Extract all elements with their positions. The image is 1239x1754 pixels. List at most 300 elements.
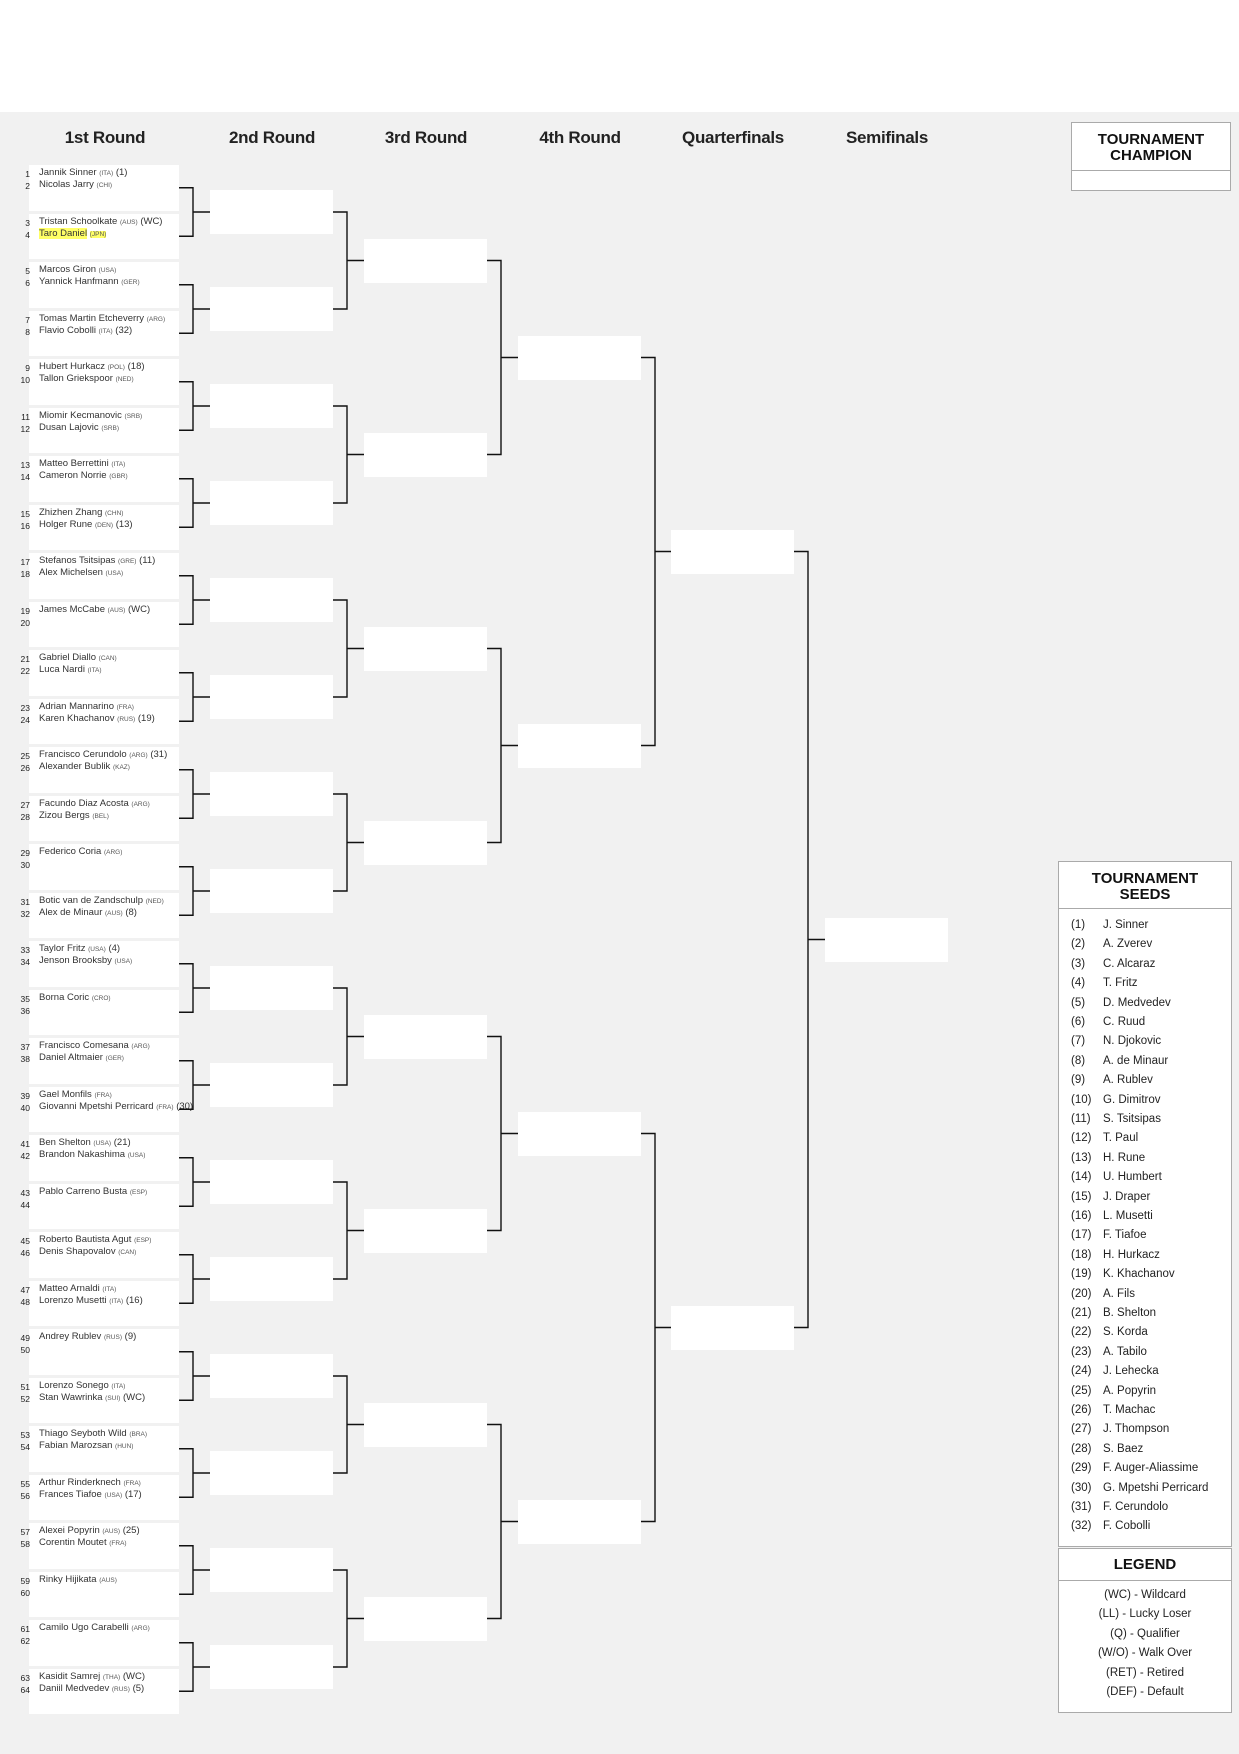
player-country: (CHN) (105, 509, 124, 517)
bracket-connector (179, 479, 210, 528)
player-name: Alexei Popyrin (39, 1525, 100, 1536)
champion-title-line1: TOURNAMENT (1097, 131, 1205, 148)
player-country: (BEL) (92, 812, 109, 820)
draw-position-number: 43 (20, 1187, 30, 1198)
player-name: Holger Rune (39, 518, 93, 530)
bracket-connector (179, 964, 210, 1013)
seed-player: S. Baez (1103, 1442, 1144, 1455)
bracket-connector (487, 261, 518, 455)
player-country: (ESP) (134, 1237, 152, 1244)
draw-position-number: 33 (20, 945, 30, 955)
player-name: Tallon Griekspoor (39, 373, 113, 384)
seed-number: (27) (1071, 1423, 1092, 1436)
seed-number: (22) (1071, 1326, 1092, 1339)
seed-number: (12) (1071, 1132, 1092, 1145)
player-country: (RUS) (111, 1685, 130, 1693)
player-country: (ARG) (103, 849, 123, 856)
seed-player: T. Fritz (1103, 977, 1138, 990)
draw-position-number: 55 (20, 1478, 30, 1489)
player-country: (ITA) (109, 1297, 124, 1305)
player-country: (THA) (102, 1673, 121, 1681)
player-seed-tag: (31) (150, 749, 168, 760)
draw-position-number: 41 (20, 1139, 30, 1149)
player-name: Hubert Hurkacz (39, 361, 105, 372)
seed-number: (13) (1071, 1151, 1092, 1164)
seed-number: (17) (1071, 1229, 1092, 1242)
player-name: Denis Shapovalov (39, 1246, 116, 1257)
player-seed-tag: (WC) (122, 1670, 146, 1682)
player-name: Nicolas Jarry (39, 179, 94, 190)
player-country: (DEN) (94, 521, 114, 529)
seed-row (1071, 1365, 1159, 1377)
player-seed-tag: (32) (115, 324, 133, 336)
seed-row (1071, 1113, 1161, 1125)
player-name: Rinky Hijikata (39, 1573, 97, 1585)
player-country: (ITA) (99, 170, 114, 177)
draw-position-number: 54 (20, 1442, 30, 1452)
seed-number: (20) (1071, 1287, 1092, 1300)
seed-row (1071, 1346, 1147, 1358)
player-name: Francisco Cerundolo (39, 749, 127, 760)
seed-player: C. Ruud (1103, 1016, 1146, 1028)
bracket-connector (179, 673, 210, 722)
player-country: (HUN) (115, 1443, 134, 1450)
player-seed-tag: (WC) (127, 603, 151, 615)
player-country: (SRB) (124, 412, 143, 420)
round-title-sf: Semifinals (845, 128, 929, 147)
player-name: Pablo Carreno Busta (39, 1185, 128, 1197)
draw-position-number: 39 (20, 1090, 30, 1101)
seed-player: H. Rune (1103, 1151, 1146, 1164)
draw-position-number: 20 (20, 617, 30, 628)
seed-number: (11) (1071, 1113, 1091, 1125)
seed-player: K. Khachanov (1103, 1268, 1175, 1281)
seed-player: G. Dimitrov (1103, 1093, 1161, 1106)
draw-position-number: 18 (20, 569, 30, 579)
round-title-qf: Quarterfinals (682, 128, 784, 147)
seed-player: A. de Minaur (1103, 1054, 1169, 1067)
player-country: (ARG) (131, 1043, 150, 1050)
champion-panel (1071, 122, 1231, 191)
seed-number: (26) (1071, 1404, 1092, 1416)
seed-row (1071, 1326, 1148, 1338)
draw-position-number: 6 (25, 278, 30, 288)
draw-position-number: 51 (20, 1381, 30, 1392)
player-seed-tag: (9) (124, 1331, 137, 1342)
player-country: (SRB) (101, 424, 120, 432)
seed-number: (23) (1071, 1345, 1092, 1358)
bracket-connector (333, 1182, 364, 1279)
legend-item: (DEF) - Default (1106, 1686, 1184, 1698)
player-name: Matteo Berrettini (39, 458, 109, 469)
player-country: (JPN) (89, 230, 107, 238)
player-country: (CHI) (96, 182, 113, 189)
draw-position-number: 42 (20, 1151, 30, 1161)
player-name: Cameron Norrie (39, 470, 107, 481)
seed-number: (24) (1071, 1365, 1092, 1378)
draw-position-number: 37 (20, 1042, 30, 1052)
draw-position-number: 35 (20, 993, 30, 1004)
draw-position-number: 59 (20, 1575, 30, 1586)
seeds-panel (1058, 861, 1232, 1547)
draw-position-number: 14 (20, 472, 30, 482)
player-name: James McCabe (39, 603, 105, 615)
player-country: (ARG) (129, 752, 148, 759)
player-name: Luca Nardi (39, 664, 85, 675)
legend-item: (LL) - Lucky Loser (1098, 1608, 1192, 1621)
seed-number: (2) (1071, 938, 1086, 951)
bracket-connector (487, 1037, 518, 1231)
seed-number: (25) (1071, 1384, 1092, 1397)
player-name: Gael Monfils (39, 1088, 92, 1100)
seed-row (1071, 1307, 1156, 1319)
bracket-connector (179, 1061, 210, 1110)
seed-number: (4) (1071, 977, 1086, 990)
draw-position-number: 38 (20, 1054, 30, 1064)
seed-number: (16) (1071, 1210, 1092, 1222)
seed-player: T. Paul (1103, 1132, 1139, 1145)
champion-divider (1072, 170, 1230, 171)
player-country: (AUS) (119, 218, 138, 226)
player-seed-tag: (5) (132, 1682, 145, 1694)
player-country: (ARG) (131, 1625, 150, 1632)
bracket-connector (487, 649, 518, 843)
seed-row (1071, 1520, 1150, 1532)
draw-position-number: 26 (20, 763, 30, 773)
player-name: Ben Shelton (39, 1137, 91, 1148)
seed-player: G. Mpetshi Perricard (1103, 1481, 1209, 1494)
player-name: Zizou Bergs (39, 809, 90, 821)
player-name: Alexander Bublik (39, 761, 111, 772)
player-country: (NED) (115, 376, 134, 383)
player-country: (RUS) (103, 1334, 123, 1341)
bracket-connector (333, 988, 364, 1085)
player-country: (SUI) (105, 1394, 121, 1402)
seed-number: (32) (1071, 1520, 1092, 1533)
bracket-connector (179, 1546, 210, 1595)
legend-item: (W/O) - Walk Over (1097, 1647, 1193, 1660)
seed-row (1071, 1482, 1208, 1494)
player-country: (KAZ) (112, 764, 130, 771)
seed-row (1071, 977, 1138, 989)
bracket-connector (333, 1570, 364, 1667)
seed-number: (21) (1071, 1307, 1092, 1319)
player-name: Borna Coric (39, 991, 90, 1003)
draw-position-number: 9 (25, 363, 30, 373)
bracket-connector (179, 1352, 210, 1401)
player-name: Dusan Lajovic (39, 421, 99, 433)
player-country: (ITA) (98, 327, 113, 335)
player-seed-tag: (16) (125, 1294, 143, 1306)
bracket-connector (179, 1158, 210, 1207)
seed-player: N. Djokovic (1103, 1035, 1162, 1048)
draw-position-number: 21 (20, 654, 30, 664)
round-title-1: 1st Round (64, 128, 146, 147)
seed-number: (1) (1071, 919, 1086, 931)
draw-position-number: 17 (20, 557, 30, 567)
player-country: (FRA) (156, 1103, 174, 1111)
draw-position-number: 36 (20, 1005, 30, 1016)
seed-number: (8) (1071, 1054, 1086, 1067)
draw-position-number: 16 (20, 520, 30, 531)
bracket-connector (179, 188, 210, 237)
draw-position-number: 15 (20, 508, 30, 519)
seed-player: J. Draper (1103, 1190, 1151, 1203)
seed-row (1071, 938, 1152, 950)
seed-player: B. Shelton (1103, 1307, 1157, 1319)
player-country: (CAN) (118, 1249, 137, 1256)
round-title-2: 2nd Round (228, 128, 316, 147)
player-country: (ARG) (146, 315, 166, 323)
draw-position-number: 53 (20, 1430, 30, 1440)
player-country: (AUS) (105, 909, 123, 917)
player-country: (ARG) (131, 800, 150, 808)
seed-player: C. Alcaraz (1103, 957, 1156, 970)
seed-number: (5) (1071, 996, 1086, 1009)
seed-row (1071, 1404, 1155, 1416)
draw-position-number: 22 (20, 666, 30, 676)
seed-row (1071, 919, 1148, 931)
legend-title: LEGEND (1113, 1556, 1177, 1573)
player-seed-tag: (19) (137, 712, 155, 724)
player-country: (ITA) (102, 1285, 117, 1293)
seed-player: F. Cerundolo (1103, 1501, 1169, 1513)
player-country: (ESP) (129, 1188, 148, 1196)
draw-position-number: 34 (20, 957, 30, 967)
draw-position-number: 24 (20, 714, 30, 725)
seed-player: A. Fils (1103, 1287, 1135, 1300)
draw-position-number: 11 (21, 411, 30, 422)
seeds-title-line1: TOURNAMENT (1091, 870, 1199, 887)
legend-divider (1059, 1580, 1231, 1581)
player-name: Daniel Altmaier (39, 1052, 103, 1063)
draw-position-number: 4 (25, 229, 30, 240)
draw-position-number: 2 (25, 181, 30, 191)
player-country: (GER) (105, 1055, 124, 1062)
player-seed-tag: (30) (176, 1100, 194, 1112)
seed-row (1071, 1268, 1175, 1280)
seeds-title-line2: SEEDS (1119, 886, 1171, 903)
draw-position-number: 40 (20, 1102, 30, 1113)
bracket-connector (179, 1449, 210, 1498)
seed-number: (10) (1071, 1093, 1092, 1106)
seed-player: F. Tiafoe (1103, 1229, 1147, 1242)
draw-position-number: 47 (20, 1284, 30, 1295)
player-seed-tag: (WC) (140, 215, 163, 227)
seed-number: (28) (1071, 1442, 1092, 1455)
player-name: Jenson Brooksby (39, 955, 112, 966)
player-name: Francisco Comesana (39, 1040, 129, 1051)
player-name: Alex Michelsen (39, 567, 103, 578)
draw-position-number: 62 (20, 1636, 30, 1646)
draw-position-number: 64 (20, 1684, 30, 1695)
draw-position-number: 23 (20, 702, 30, 713)
seed-row (1071, 1152, 1145, 1164)
player-name: Stan Wawrinka (39, 1391, 103, 1403)
player-seed-tag: (8) (125, 906, 137, 918)
seed-row (1071, 1074, 1153, 1086)
player-name: Botic van de Zandschulp (39, 894, 144, 906)
draw-position-number: 57 (20, 1527, 30, 1537)
seed-row (1071, 1385, 1156, 1397)
seed-player: T. Machac (1103, 1404, 1156, 1416)
draw-position-number: 30 (20, 860, 30, 870)
player-seed-tag: (18) (127, 361, 145, 372)
player-seed-tag: (1) (115, 167, 128, 178)
bracket-connector (333, 212, 364, 309)
seed-player: H. Hurkacz (1103, 1248, 1160, 1261)
player-name: Flavio Cobolli (39, 324, 97, 336)
seed-row (1071, 1462, 1198, 1474)
seed-player: L. Musetti (1103, 1210, 1153, 1222)
draw-position-number: 19 (20, 605, 30, 616)
seed-number: (30) (1071, 1481, 1092, 1494)
player-seed-tag: (21) (113, 1137, 131, 1148)
player-name: Daniil Medvedev (39, 1682, 110, 1694)
bracket-connector (179, 1255, 210, 1304)
draw-position-number: 12 (20, 423, 30, 434)
draw-position-number: 3 (25, 217, 30, 228)
bracket-connector (179, 1643, 210, 1692)
player-name: Yannick Hanfmann (39, 276, 119, 287)
player-country: (ITA) (111, 461, 126, 468)
player-country: (BRA) (129, 1431, 148, 1438)
round-title-4: 4th Round (539, 128, 621, 147)
player-name: Facundo Diaz Acosta (39, 797, 129, 809)
player-name: Kasidit Samrej (39, 1670, 101, 1682)
player-country: (RUS) (117, 715, 136, 723)
seed-row (1071, 1229, 1146, 1241)
legend-panel (1058, 1548, 1232, 1713)
draw-position-number: 48 (20, 1296, 30, 1307)
draw-position-number: 5 (25, 266, 30, 276)
seed-row (1071, 1132, 1138, 1144)
player-country: (CAN) (98, 655, 117, 662)
bracket-connector (794, 552, 825, 1328)
draw-position-number: 10 (20, 375, 30, 385)
draw-position-number: 29 (20, 848, 30, 858)
player-country: (GBR) (109, 473, 128, 480)
player-name: Lorenzo Musetti (39, 1294, 107, 1306)
seed-number: (15) (1071, 1190, 1092, 1203)
seed-number: (19) (1071, 1268, 1092, 1281)
player-country: (USA) (104, 1491, 123, 1499)
player-name: Karen Khachanov (39, 712, 115, 724)
player-country: (GER) (121, 279, 140, 286)
player-country: (FRA) (94, 1091, 112, 1099)
legend-item: (WC) - Wildcard (1104, 1589, 1186, 1601)
draw-position-number: 27 (20, 799, 30, 810)
player-country: (GRE) (118, 558, 137, 565)
seed-player: J. Sinner (1103, 919, 1149, 931)
player-name: Adrian Mannarino (39, 700, 114, 712)
player-name: Brandon Nakashima (39, 1149, 126, 1160)
draw-position-number: 32 (20, 908, 30, 919)
player-name: Miomir Kecmanovic (39, 409, 122, 421)
seed-row (1071, 1443, 1143, 1455)
seed-row (1071, 1423, 1169, 1435)
player-name: Gabriel Diallo (39, 652, 97, 663)
seed-number: (14) (1071, 1171, 1092, 1184)
player-country: (USA) (127, 1152, 146, 1159)
player-name: Roberto Bautista Agut (39, 1234, 132, 1245)
seed-row (1071, 1055, 1168, 1067)
player-country: (POL) (107, 364, 125, 371)
seed-row (1071, 1094, 1161, 1106)
draw-position-number: 52 (20, 1393, 30, 1404)
player-name: Corentin Moutet (39, 1537, 107, 1548)
player-country: (ITA) (87, 667, 102, 674)
bracket-connector (333, 600, 364, 697)
bracket-connector (179, 285, 210, 334)
bracket-connector (179, 867, 210, 916)
bracket-connector (179, 576, 210, 625)
player-name: Matteo Arnaldi (39, 1282, 100, 1294)
draw-position-number: 31 (20, 896, 30, 907)
draw-position-number: 44 (20, 1199, 30, 1210)
player-country: (USA) (114, 958, 133, 965)
draw-position-number: 13 (20, 460, 30, 470)
player-name: Stefanos Tsitsipas (39, 555, 116, 566)
seed-number: (6) (1071, 1016, 1086, 1028)
seed-number: (18) (1071, 1248, 1092, 1261)
player-name: Marcos Giron (39, 264, 97, 275)
seed-player: J. Lehecka (1103, 1365, 1159, 1378)
player-country: (FRA) (109, 1540, 127, 1547)
player-country: (USA) (93, 1140, 112, 1147)
player-country: (USA) (105, 570, 124, 577)
legend-item: (RET) - Retired (1106, 1666, 1184, 1679)
legend-item: (Q) - Qualifier (1110, 1627, 1180, 1640)
player-seed-tag: (11) (139, 555, 156, 566)
round-title-3: 3rd Round (384, 128, 468, 147)
bracket-connector (641, 1134, 671, 1522)
seed-row (1071, 1210, 1153, 1222)
player-name: Taro Daniel (39, 227, 88, 239)
player-country: (USA) (88, 946, 106, 953)
player-country: (AUS) (99, 1576, 117, 1584)
seed-row (1071, 1171, 1162, 1183)
player-country: (ITA) (111, 1382, 126, 1390)
seed-player: F. Auger-Aliassime (1103, 1462, 1199, 1475)
seed-player: S. Tsitsipas (1103, 1113, 1161, 1125)
draw-position-number: 7 (25, 314, 30, 325)
seed-number: (7) (1071, 1035, 1086, 1048)
draw-position-number: 8 (25, 326, 30, 337)
draw-position-number: 58 (20, 1539, 30, 1549)
seed-player: J. Thompson (1103, 1423, 1170, 1436)
player-seed-tag: (13) (115, 518, 133, 530)
bracket-connector (333, 406, 364, 503)
draw-position-number: 61 (20, 1624, 30, 1634)
player-name: Federico Coria (39, 846, 102, 857)
draw-position-number: 50 (20, 1345, 30, 1355)
player-name: Frances Tiafoe (39, 1488, 102, 1500)
draw-position-number: 49 (20, 1333, 30, 1343)
bracket-connector (179, 382, 210, 431)
seed-player: U. Humbert (1103, 1171, 1162, 1184)
player-country: (FRA) (123, 1479, 141, 1487)
player-name: Thiago Seyboth Wild (39, 1428, 127, 1439)
player-country: (AUS) (102, 1528, 121, 1535)
player-name: Taylor Fritz (39, 943, 86, 954)
seed-player: S. Korda (1103, 1326, 1148, 1339)
draw-position-number: 25 (20, 751, 30, 761)
draw-position-number: 45 (20, 1236, 30, 1246)
player-country: (CRO) (91, 994, 111, 1002)
player-country: (NED) (145, 897, 164, 905)
seed-player: D. Medvedev (1103, 996, 1171, 1009)
